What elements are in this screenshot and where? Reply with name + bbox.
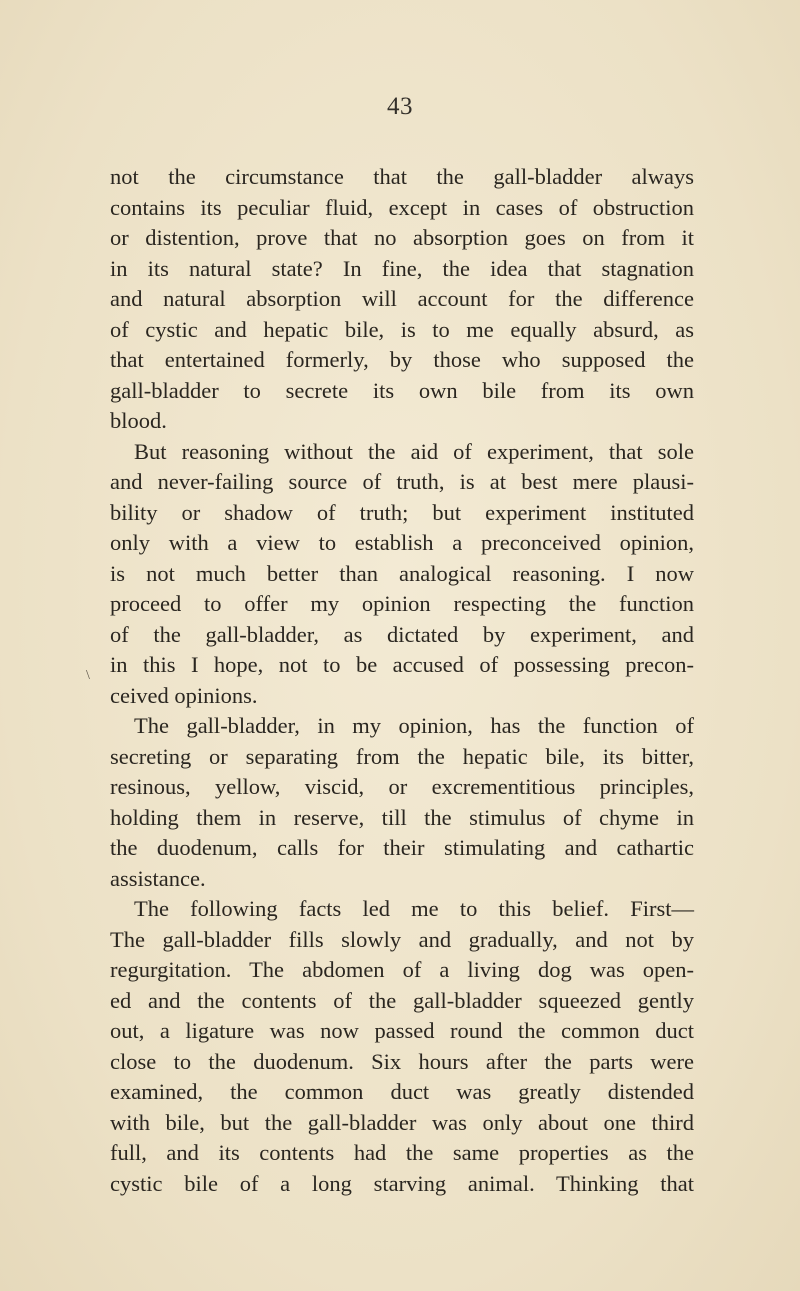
text-line: is not much better than analogical reasoning. I now: [110, 560, 694, 586]
text-line: examined, the common duct was greatly distended: [110, 1079, 694, 1104]
text-line: with bile, but the gall-bladder was only about one third: [110, 1109, 694, 1135]
text-line: only with a view to establish a preconceived opinion,: [110, 530, 694, 555]
margin-mark: \: [86, 668, 90, 683]
text-line: secreting or separating from the hepatic bile, its bitter,: [110, 743, 694, 769]
text-line: of cystic and hepatic bile, is to me equally absurd, as: [110, 316, 694, 342]
text-line: full, and its contents had the same properties as the: [110, 1140, 694, 1165]
text-line: and natural absorption will account for the difference: [110, 286, 694, 311]
text-line: resinous, yellow, viscid, or excrementitious principles,: [110, 774, 694, 799]
text-line: out, a ligature was now passed round the common duct: [110, 1018, 694, 1043]
text-line: The gall-bladder, in my opinion, has the function of: [134, 713, 694, 738]
text-line: in this I hope, not to be accused of possessing precon-: [110, 652, 694, 677]
text-line: or distention, prove that no absorption goes on from it: [110, 225, 694, 250]
text-line: proceed to offer my opinion respecting the function: [110, 591, 694, 616]
body-text: [110, 162, 694, 1199]
text-line: the duodenum, calls for their stimulating and cathartic: [110, 835, 694, 860]
text-line: ceived opinions.: [110, 682, 258, 708]
page-number: 43: [387, 93, 413, 120]
text-line: that entertained formerly, by those who supposed the: [110, 347, 694, 372]
text-line: cystic bile of a long starving animal. Thinking that: [110, 1170, 694, 1196]
text-line: The gall-bladder fills slowly and gradually, and not by: [110, 926, 694, 952]
text-line: But reasoning without the aid of experiment, that sole: [134, 438, 694, 464]
text-line: The following facts led me to this belief. First—: [134, 896, 694, 921]
text-line: assistance.: [110, 865, 206, 891]
text-line: of the gall-bladder, as dictated by experiment, and: [110, 621, 694, 647]
text-line: not the circumstance that the gall-bladder always: [110, 164, 694, 189]
text-line: and never-failing source of truth, is at best mere plausi-: [110, 469, 694, 494]
text-line: holding them in reserve, till the stimulus of chyme in: [110, 804, 694, 830]
text-line: gall-bladder to secrete its own bile from its own: [110, 377, 694, 403]
text-line: close to the duodenum. Six hours after the parts were: [110, 1048, 694, 1074]
text-line: bility or shadow of truth; but experiment instituted: [110, 499, 694, 525]
text-line: in its natural state? In fine, the idea that stagnation: [110, 255, 694, 281]
text-line: ed and the contents of the gall-bladder squeezed gently: [110, 987, 694, 1013]
text-line: regurgitation. The abdomen of a living dog was open-: [110, 957, 694, 982]
text-line: blood.: [110, 408, 167, 433]
text-line: contains its peculiar fluid, except in cases of obstruction: [110, 194, 694, 220]
